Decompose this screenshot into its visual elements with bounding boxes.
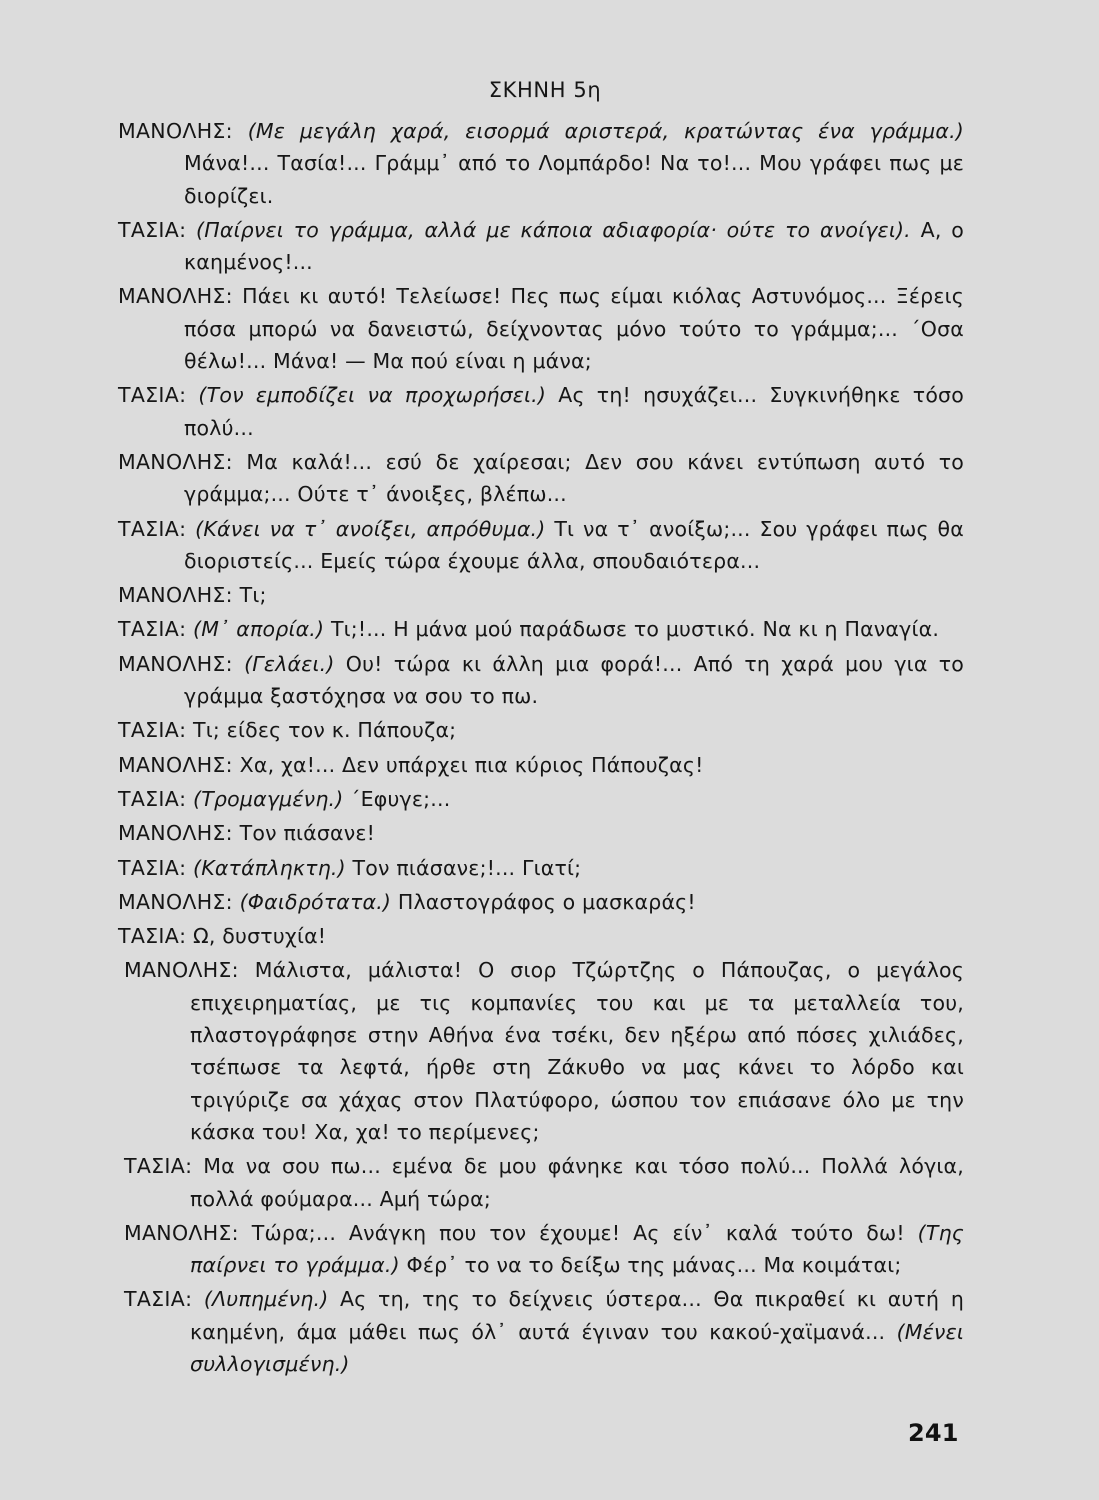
spoken-text: Ας τη, της το δείχνεις ύστερα... Θα πικραθεί κι αυτή η καημένη, άμα μάθει πως όλ᾽ αυτά έγιναν του κακού-χαϊμανά... [190,1287,965,1344]
dialogue-line [118,783,964,815]
spoken-text: Ας τη! ησυχάζει... Συγκινήθηκε τόσο πολύ... [184,383,964,440]
dialogue-line [118,579,964,611]
speaker-name: ΤΑΣΙΑ: [118,617,187,642]
speaker-name: ΜΑΝΟΛΗΣ: [118,752,233,777]
spoken-text: Τι; [239,583,267,608]
dialogue-line [118,214,964,279]
spoken-text: Πάει κι αυτό! Τελείωσε! Πες πως είμαι κιόλας Αστυνόμος... Ξέρεις πόσα μπορώ να δανειστώ, δείχνοντας μόνο τούτο το γράμμα;... ΄Οσα θέλω!... Μάνα! — Μα πού είναι η μάνα; [184,284,964,374]
dialogue-line [118,446,964,511]
spoken-text: Τον πιάσανε;!... Γιατί; [352,855,582,880]
dialogue-line [118,613,964,645]
speaker-name: ΤΑΣΙΑ: [118,786,187,811]
speaker-name: ΤΑΣΙΑ: [118,718,187,743]
speaker-name: ΤΑΣΙΑ: [118,855,187,880]
speaker-name: ΜΑΝΟΛΗΣ: [118,651,233,676]
speaker-name: ΤΑΣΙΑ: [124,1287,193,1312]
dialogue-line [118,513,964,578]
spoken-text: Πλαστογράφος ο μασκαράς! [397,889,696,914]
spoken-text: Τι να τ᾽ ανοίξω;... Σου γράφει πως θα διοριστείς... Εμείς τώρα έχουμε άλλα, σπουδαιότερα... [184,516,964,573]
speaker-name: ΤΑΣΙΑ: [118,383,187,408]
speaker-name: ΤΑΣΙΑ: [118,516,187,541]
spoken-text: Μάνα!... Τασία!... Γράμμ᾽ από το Λομπάρδο! Να το!... Μου γράφει πως με διορίζει. [184,151,964,208]
scene-title: ΣΚΗΝΗ 5η [488,78,602,102]
speaker-name: ΜΑΝΟΛΗΣ: [118,889,233,914]
spoken-text: Ω, δυστυχία! [193,924,327,949]
spoken-text: Τώρα;... Ανάγκη που τον έχουμε! Ας είν᾽ καλά τούτο δω! [251,1220,905,1245]
speaker-name: ΜΑΝΟΛΗΣ: [118,821,233,846]
spoken-text: Τι; είδες τον κ. Πάπουζα; [193,718,457,743]
page-number: 241 [908,1419,959,1447]
dialogue-line [124,1217,964,1282]
speaker-name: ΜΑΝΟΛΗΣ: [124,1220,239,1245]
stage-direction: (Μ᾽ απορία.) [193,617,325,642]
dialogue-line [118,280,964,377]
spoken-text: Μα καλά!... εσύ δε χαίρεσαι; Δεν σου κάνει εντύπωση αυτό το γράμμα;... Ούτε τ᾽ άνοιξες, βλέπω... [184,449,964,507]
stage-direction: (Με μεγάλη χαρά, εισορμά αριστερά, κρατώντας ένα γράμμα.) [247,119,964,143]
dialogue-line [118,852,964,884]
dialogue-body [118,115,964,1382]
dialogue-line [124,954,964,1148]
spoken-text: Ου! τώρα κι άλλη μια φορά!... Από τη χαρά μου για το γράμμα ξαστόχησα να σου το πω. [184,651,965,709]
speaker-name: ΜΑΝΟΛΗΣ: [118,449,233,474]
speaker-name: ΜΑΝΟΛΗΣ: [124,958,239,983]
stage-direction: (Παίρνει το γράμμα, αλλά με κάποια αδιαφορία· ούτε το ανοίγει). [196,217,911,242]
spoken-text: Μα να σου πω... εμένα δε μου φάνηκε και τόσο πολύ... Πολλά λόγια, πολλά φούμαρα... Αμή τώρα; [190,1154,964,1211]
stage-direction: (Μένει συλλογισμένη.) [190,1319,964,1376]
spoken-text: ΄Εφυγε;... [350,786,451,811]
spoken-text: Φέρ᾽ το να το δείξω της μάνας... Μα κοιμάται; [406,1253,902,1278]
spoken-text: Τον πιάσανε! [239,821,376,846]
speaker-name: ΜΑΝΟΛΗΣ: [118,284,233,309]
dialogue-line [118,648,964,713]
speaker-name: ΤΑΣΙΑ: [118,924,187,949]
dialogue-line [124,1283,964,1380]
dialogue-line [118,115,964,212]
stage-direction: (Κάνει να τ᾽ ανοίξει, απρόθυμα.) [195,516,546,541]
stage-direction: (Φαιδρότατα.) [239,889,392,914]
stage-direction: (Τον εμποδίζει να προχωρήσει.) [198,383,547,408]
spoken-text: Χα, χα!... Δεν υπάρχει πια κύριος Πάπουζας! [239,752,704,777]
dialogue-line [118,920,964,952]
stage-direction: (Κατάπληκτη.) [193,855,346,880]
stage-direction: (Γελάει.) [244,651,335,676]
stage-direction: (Λυπημένη.) [203,1287,329,1312]
speaker-name: ΤΑΣΙΑ: [124,1154,193,1179]
speaker-name: ΜΑΝΟΛΗΣ: [118,583,233,608]
speaker-name: ΜΑΝΟΛΗΣ: [118,119,233,143]
stage-direction: (Της παίρνει το γράμμα.) [190,1220,965,1278]
dialogue-line [118,886,964,918]
spoken-text: Μάλιστα, μάλιστα! Ο σιορ Τζώρτζης ο Πάπουζας, ο μεγάλος επιχειρηματίας, με τις κομπανίες του και με τα μεταλλεία του, πλαστογράφησε στην Αθήνα ένα τσέκι, δεν ηξέρω από πόσες χιλιάδες, τσέπωσε τα λεφτά, ήρθε στη Ζάκυθο να μας κάνει το λόρδο και τριγύριζε σα χάχας στον Πλατύφορο, ώσπου τον επιάσανε όλο με την κάσκα του! Χα, χα! το περίμενες; [190,958,965,1144]
dialogue-line [124,1150,964,1215]
spoken-text: Α, ο καημένος!... [184,217,965,275]
speaker-name: ΤΑΣΙΑ: [118,217,187,242]
dialogue-line [118,714,964,746]
stage-direction: (Τρομαγμένη.) [193,786,344,811]
spoken-text: Τι;!... Η μάνα μού παράδωσε το μυστικό. Να κι η Παναγία. [330,617,940,642]
dialogue-line [118,379,964,444]
dialogue-line [118,749,964,781]
dialogue-line [118,817,964,849]
